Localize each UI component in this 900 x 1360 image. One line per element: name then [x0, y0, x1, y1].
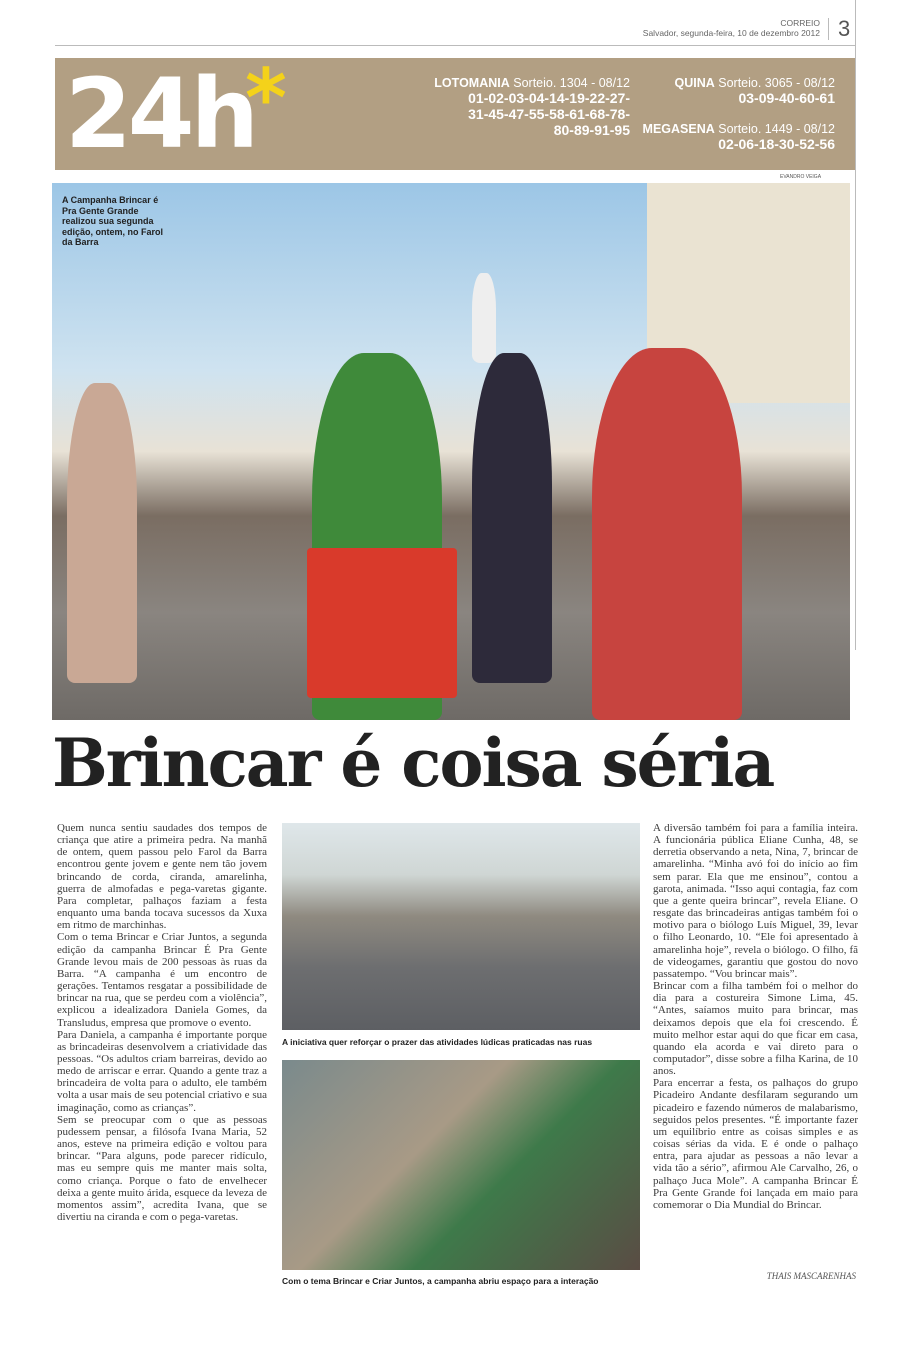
- photo-caption: Com o tema Brincar e Criar Juntos, a campanha abriu espaço para a interação: [282, 1276, 599, 1286]
- colorful-woman-figure: [592, 348, 742, 720]
- article-column-3: [653, 822, 858, 1211]
- paragraph: Quem nunca sentiu saudades dos tempos de criança que atire a primeira pedra. Na manhã de ontem, quem passou pelo Farol da Barra encontrou gente jovem e gente nem tão jovem brincando de corda, ciranda, amarelinha, guerra de almofadas e pega-varetas gigante. Para completar, palhaços faziam a festa enquanto uma banda tocava sucessos da Xuxa em ritmo de marchinhas.: [57, 822, 267, 932]
- lighthouse-shape: [472, 273, 496, 363]
- paper-name: CORREIO: [780, 18, 820, 28]
- lottery-numbers: 01-02-03-04-14-19-22-27-: [468, 90, 630, 106]
- quina-results: [635, 76, 835, 106]
- lottery-draw: Sorteio. 1449 - 08/12: [718, 122, 835, 136]
- header-divider: [828, 18, 829, 40]
- headline: Brincar é coisa séria: [52, 724, 774, 802]
- page-edge-line: [855, 0, 856, 650]
- lottery-band: [55, 52, 855, 170]
- paragraph: A diversão também foi para a família inteira. A funcionária pública Eliane Cunha, 48, se derretia observando a neta, Nina, 7, brincar de amarelinha. “Minha avó foi do início ao fim sem parar. Ela que me ensinou”, contou a garota, animada. “Isso aqui contagia, faz com que a gente queira brincar”, revela Eliane. O resgate das brincadeiras antigas também foi o motivo para o biólogo Luís Miguel, 39, levar o filho Leonardo, 10. “Ele foi apresentado à amarelinha hoje”, revela o biólogo. O filho, fã de videogames, garantiu que gostou do novo passatempo. “Vou brincar mais”.: [653, 822, 858, 980]
- lottery-numbers: 02-06-18-30-52-56: [718, 136, 835, 152]
- header-rule: [55, 45, 855, 46]
- section-logo: 24h: [65, 58, 255, 170]
- crowd-figure: [67, 383, 137, 683]
- megasena-results: [630, 122, 835, 152]
- paragraph: Sem se preocupar com o que as pessoas pudessem pensar, a filósofa Ivana Maria, 52 anos, esteve na primeira edição e voltou para brincar. “Para alguns, pode parecer ridículo, mas eu sempre quis me manter mais solta, como criança. Porque o fato de envelhecer deixa a gente muito árida, esquece da leveza de momentos assim”, acredita Ivana, que se divertiu na ciranda e com o pega-varetas.: [57, 1113, 267, 1223]
- lottery-name: LOTOMANIA: [434, 76, 510, 90]
- lottery-draw: Sorteio. 3065 - 08/12: [718, 76, 835, 90]
- paragraph: Com o tema Brincar e Criar Juntos, a segunda edição da campanha Brincar É Pra Gente Grande levou mais de 200 pessoas às ruas da Barra. “A campanha é um encontro de gerações. Tentamos resgatar a possibilidade de brincar na rua, que se perdeu com a violência”, explicou a idealizadora Daniela Gomes, da Transludus, empresa que promove o evento.: [57, 931, 267, 1029]
- lottery-numbers: 31-45-47-55-58-61-68-78-: [468, 106, 630, 122]
- paragraph: Brincar com a filha também foi o melhor do dia para a costureira Simone Lima, 45. “Antes, saíamos muito para brincar, mas deixamos depois que ela foi crescendo. É muito melhor estar aqui do que ficar em casa, quando ela acorda e vai direto para o computador”, disse sobre a filha Karina, de 10 anos.: [653, 980, 858, 1078]
- lottery-numbers: 03-09-40-60-61: [738, 90, 835, 106]
- lottery-draw: Sorteio. 1304 - 08/12: [513, 76, 630, 90]
- dominoes-photo: [282, 1060, 640, 1270]
- article-column-1: [57, 822, 267, 1223]
- musician-figure: [472, 353, 552, 683]
- lottery-numbers: 80-89-91-95: [553, 122, 630, 138]
- asterisk-icon: *: [245, 52, 287, 145]
- dateline: Salvador, segunda-feira, 10 de dezembro 2012: [642, 28, 820, 38]
- main-photo: [52, 183, 850, 720]
- street-games-photo: [282, 823, 640, 1030]
- photo-credit: EVANDRO VEIGA: [780, 174, 822, 180]
- red-box: [307, 548, 457, 698]
- paragraph: Para encerrar a festa, os palhaços do grupo Picadeiro Andante desfilaram segurando um picadeiro e fazendo números de malabarismo, seguidos pelos presentes. “É importante fazer um equilíbrio entre as coisas simples e as coisas sérias da vida. E é onde o palhaço entra, para ajudar as pessoas a não levar a vida tão a sério”, afirmou Ale Carvalho, 26, o palhaço Juca Mole”. A campanha Brincar É Pra Gente Grande foi lançada em maio para comemorar o Dia Mundial do Brincar.: [653, 1077, 858, 1211]
- lottery-name: QUINA: [674, 76, 715, 90]
- page-header: [630, 18, 820, 38]
- paragraph: Para Daniela, a campanha é importante porque as brincadeiras desenvolvem a criatividade das pessoas. “Os adultos criam barreiras, devido ao medo de arriscar e errar. Quando a gente traz a brincadeira de volta para o adulto, ele também volta a usar mais de seu potencial criativo e sua imaginação, como as crianças”.: [57, 1028, 267, 1114]
- lotomania-results: [425, 76, 630, 138]
- main-photo-caption: A Campanha Brincar é Pra Gente Grande realizou sua segunda edição, ontem, no Farol da Barra: [62, 195, 164, 247]
- page-number: 3: [838, 16, 851, 41]
- lottery-name: MEGASENA: [642, 122, 715, 136]
- byline: THAIS MASCARENHAS: [766, 1271, 856, 1281]
- photo-caption: A iniciativa quer reforçar o prazer das atividades lúdicas praticadas nas ruas: [282, 1037, 593, 1047]
